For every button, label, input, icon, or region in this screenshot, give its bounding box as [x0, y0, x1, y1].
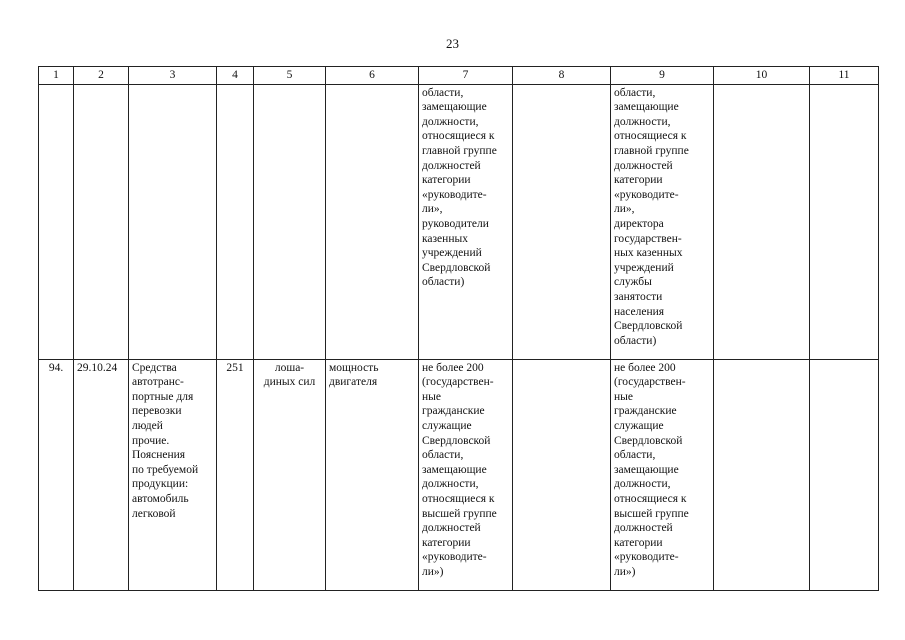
- col-header-5: 5: [254, 67, 326, 85]
- col-header-1: 1: [39, 67, 74, 85]
- cell: [810, 84, 879, 359]
- col-header-2: 2: [74, 67, 129, 85]
- cell-characteristic: мощность двигателя: [326, 359, 419, 590]
- cell-requirement-text: области, замещающие должности, относящиеся к главной группе должностей категории «руководите- ли», директора государствен- ных казенных учреждений службы занятости населения Свердловской области): [611, 84, 714, 359]
- cell-product-name: Средства автотранс- портные для перевозки людей прочие. Пояснения по требуемой продукции: автомобиль легковой: [129, 359, 217, 590]
- cell-unit-name: лоша- диных сил: [254, 359, 326, 590]
- table-row-continuation: [39, 84, 879, 359]
- cell-requirement-text: не более 200 (государствен- ные гражданские служащие Свердловской области, замещающие должности, относящиеся к высшей группе должностей категории «руководите- ли»): [419, 359, 513, 590]
- cell: [74, 84, 129, 359]
- table-row-94: [39, 359, 879, 590]
- cell: [129, 84, 217, 359]
- cell-requirement-text: области, замещающие должности, относящиеся к главной группе должностей категории «руководите- ли», руководители казенных учреждений Свердловской области): [419, 84, 513, 359]
- cell: [217, 84, 254, 359]
- col-header-9: 9: [611, 67, 714, 85]
- cell: [326, 84, 419, 359]
- page-number: 23: [446, 36, 459, 51]
- cell-unit-code: 251: [217, 359, 254, 590]
- col-header-6: 6: [326, 67, 419, 85]
- cell: [714, 84, 810, 359]
- col-header-8: 8: [513, 67, 611, 85]
- column-number-row: [39, 67, 879, 85]
- col-header-4: 4: [217, 67, 254, 85]
- cell: [513, 359, 611, 590]
- cell: [714, 359, 810, 590]
- cell: [254, 84, 326, 359]
- col-header-11: 11: [810, 67, 879, 85]
- col-header-7: 7: [419, 67, 513, 85]
- cell-requirement-text: не более 200 (государствен- ные гражданские служащие Свердловской области, замещающие должности, относящиеся к высшей группе должностей категории «руководите- ли»): [611, 359, 714, 590]
- cell: [513, 84, 611, 359]
- col-header-3: 3: [129, 67, 217, 85]
- cell-code: 29.10.24: [74, 359, 129, 590]
- cell: [810, 359, 879, 590]
- cell: [39, 84, 74, 359]
- col-header-10: 10: [714, 67, 810, 85]
- cell-row-number: 94.: [39, 359, 74, 590]
- data-table: [38, 66, 879, 591]
